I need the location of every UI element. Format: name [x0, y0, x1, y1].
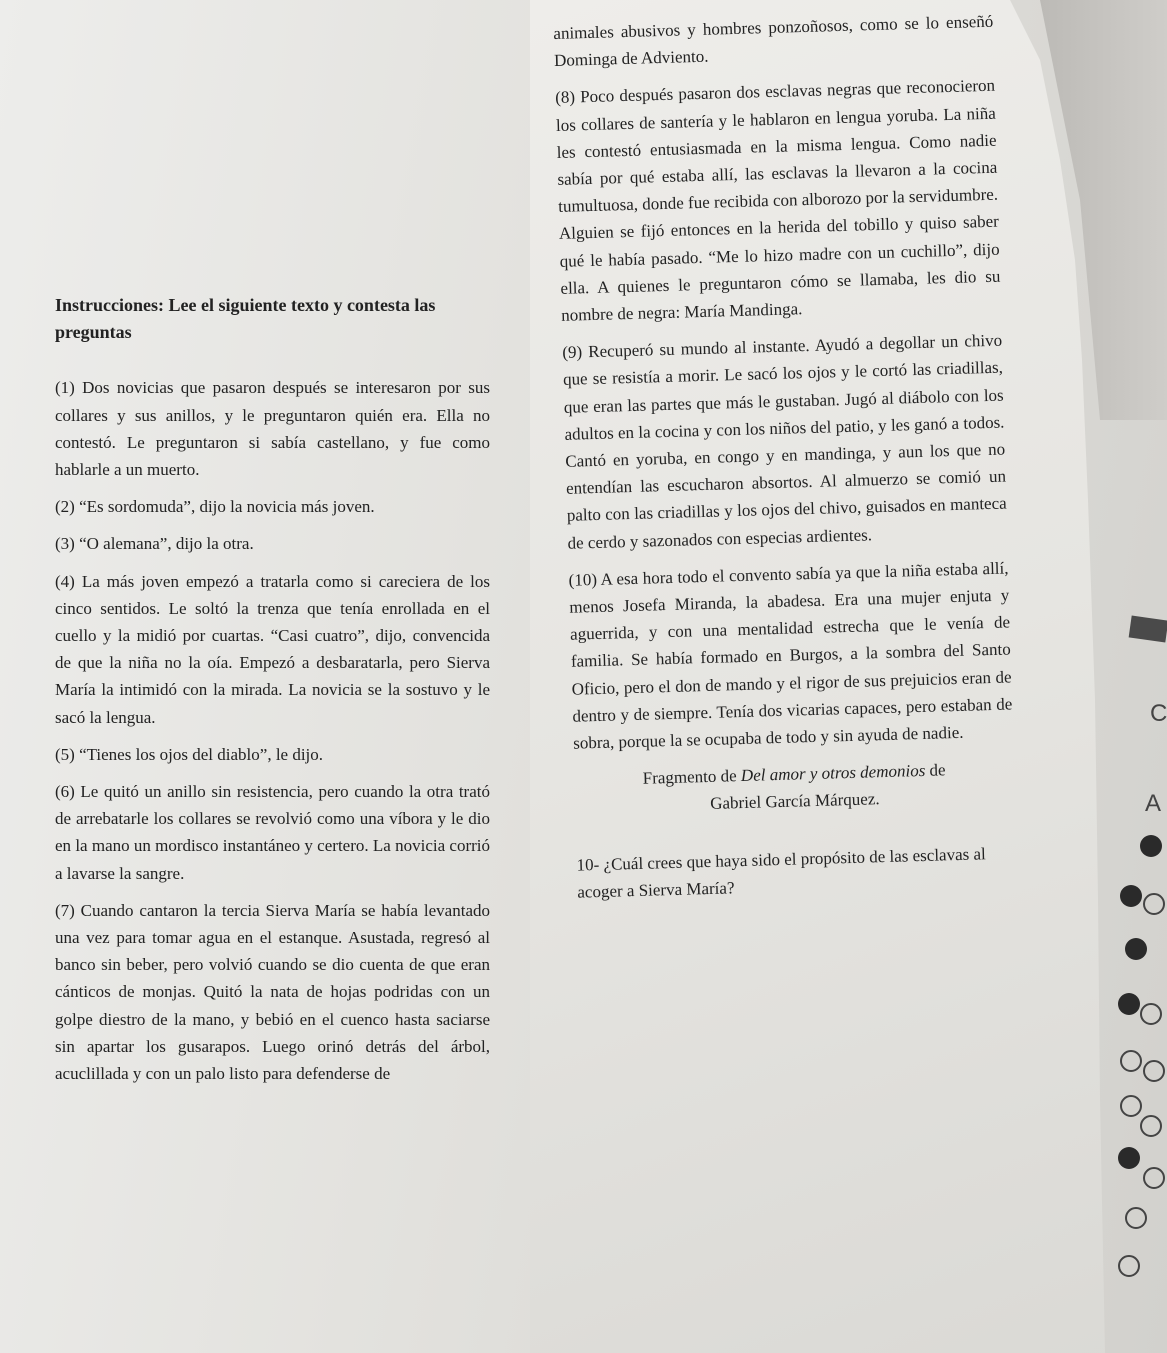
- bubble-empty: [1140, 1003, 1162, 1025]
- attribution-prefix: Fragmento de: [642, 766, 742, 789]
- bubble-empty: [1140, 1115, 1162, 1137]
- edge-letter-a: A: [1145, 790, 1162, 817]
- instructions: Instrucciones: Lee el siguiente texto y contesta las preguntas: [55, 295, 436, 343]
- bubble-empty: [1143, 1060, 1165, 1082]
- paragraph-5: (5) “Tienes los ojos del diablo”, le dijo.: [55, 744, 324, 764]
- bubble-filled: [1118, 1147, 1140, 1169]
- attribution: [574, 755, 1015, 822]
- bubble-empty: [1120, 1050, 1142, 1072]
- book-title: Del amor y otros demonios: [740, 761, 926, 786]
- bubble-filled: [1118, 993, 1140, 1015]
- question-10: 10- ¿Cuál crees que haya sido el propósito de las esclavas al acoger a Sierva María?: [576, 843, 986, 902]
- bubble-empty: [1125, 1207, 1147, 1229]
- bubble-filled: [1140, 835, 1162, 857]
- bubble-filled: [1120, 885, 1142, 907]
- paragraph-1: (1) Dos novicias que pasaron después se interesaron por sus collares y sus anillos, y le preguntaron quién era. Ella no contestó. Le preguntaron si sabía castellano, y fue como hablarle a un muerto.: [55, 378, 490, 480]
- continuation-text: animales abusivos y hombres ponzoñosos, como se lo enseñó Dominga de Adviento.: [553, 11, 994, 71]
- bubble-filled: [1125, 938, 1147, 960]
- bubble-empty: [1118, 1255, 1140, 1277]
- bubble-empty: [1143, 1167, 1165, 1189]
- right-column: [553, 8, 1018, 916]
- paragraph-4: (4) La más joven empezó a tratarla como si careciera de los cinco sentidos. Le soltó la trenza que tenía enrollada en el cuello y la midió por cuartas. “Casi cuatro”, dijo, convencida de que la niña no la oía. Empezó a desbaratarla, pero Sierva María la intimidó con la mirada. La novicia se la sostuvo y le sacó la lengua.: [55, 571, 490, 727]
- edge-letter-c: C: [1150, 700, 1167, 727]
- left-column: [55, 292, 490, 1097]
- paragraph-6: (6) Le quitó un anillo sin resistencia, pero cuando la otra trató de arrebatarle los collares se revolvió como una víbora y le dio en la mano un mordisco instantáneo y certero. La novicia corrió a lavarse la sangre.: [55, 782, 490, 883]
- author-name: Gabriel García Márquez.: [709, 789, 880, 814]
- bubble-empty: [1120, 1095, 1142, 1117]
- paragraph-10: (10) A esa hora todo el convento sabía ya que la niña estaba allí, menos Josefa Miranda, la abadesa. Era una mujer enjuta y aguerrida, y con una mentalidad estrecha que le venía de familia. Se había formado en Burgos, a la sombra del Santo Oficio, pero el don de mando y el rigor de sus prejuicios eran de dentro y de siempre. Tenía dos vicarias capaces, pero estaban de sobra, porque la se ocupaba de todo y sin ayuda de nadie.: [568, 558, 1013, 753]
- paragraph-2: (2) “Es sordomuda”, dijo la novicia más joven.: [55, 497, 375, 517]
- paragraph-9: (9) Recuperó su mundo al instante. Ayudó a degollar un chivo que se resistía a morir. Le sacó los ojos y le cortó las criadillas, que eran las partes que más le gustaban. Jugó al diábolo con los adultos en la cocina y con los niños del patio, y les ganó a todos. Cantó en yoruba, en congo y en mandinga, y aun los que no entendían las escucharon absortos. Al almuerzo se comió un palto con las criadillas y los ojos del chivo, guisados en manteca de cerdo y sazonados con especias ardientes.: [562, 330, 1007, 553]
- attribution-suffix: de: [925, 760, 946, 781]
- paragraph-7: (7) Cuando cantaron la tercia Sierva María se había levantado una vez para tomar agua en el estanque. Asustada, regresó al banco sin beber, pero volvió cuando se dio cuenta de que eran cánticos de monjas. Quitó la nata de hojas podridas con un golpe diestro de la mano, y bebió en el cuenco hasta saciarse sin apartar los gusarapos. Luego orinó detrás del árbol, acuclillada y con un palo listo para defenderse de: [55, 900, 490, 1084]
- paragraph-3: (3) “O alemana”, dijo la otra.: [55, 534, 254, 554]
- bubble-empty: [1143, 893, 1165, 915]
- paragraph-8: (8) Poco después pasaron dos esclavas negras que reconocieron los collares de santería y le hablaron en lengua yoruba. La niña les contestó entusiasmada en la misma lengua. Como nadie sabía por qué estaba allí, las esclavas la llevaron a la cocina tumultuosa, donde fue recibida con alborozo por la servidumbre. Alguien se fijó entonces en la herida del tobillo y quiso saber qué le había pasado. “Me lo hizo madre con un cuchillo”, dijo ella. A quienes le preguntaron cómo se llamaba, les dio su nombre de negra: María Mandinga.: [554, 76, 1001, 325]
